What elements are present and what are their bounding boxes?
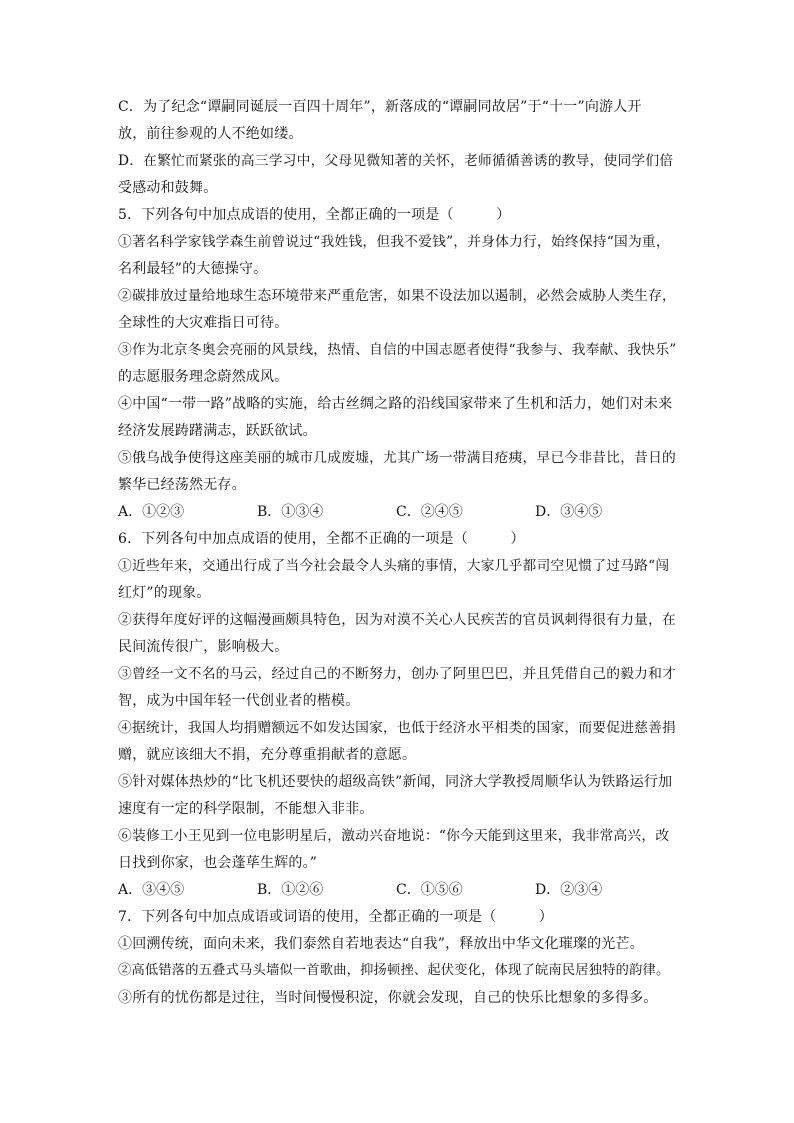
q6-item-5-line-2: 速度有一定的科学限制，不能想入非非。: [118, 801, 374, 817]
q6-item-5-line-1: ⑤针对媒体热炒的“比飞机还要快的超级高铁”新闻，同济大学教授周顺华认为铁路运行加: [118, 774, 673, 790]
q6-option-b: B．①②⑥: [257, 882, 324, 898]
q4-option-d-line-2: 受感动和鼓舞。: [118, 180, 218, 196]
question-6-stem: 6．下列各句中加点成语的使用，全都不正确的一项是（ ）: [118, 531, 525, 547]
question-7-stem: 7．下列各句中加点成语或词语的使用，全都正确的一项是（ ）: [118, 909, 554, 925]
q6-item-3-line-1: ③曾经一文不名的马云，经过自己的不断努力，创办了阿里巴巴，并且凭借自己的毅力和才: [118, 666, 677, 682]
q5-item-1-line-2: 名利最轻”的大德操守。: [118, 261, 268, 277]
q5-item-3-line-2: 的志愿服务理念蔚然成风。: [118, 369, 289, 385]
q6-option-d: D．②③④: [535, 882, 603, 898]
q4-option-d-line-1: D．在繁忙而紧张的高三学习中，父母见微知著的关怀，老师循循善诱的教导，使同学们倍: [118, 153, 674, 169]
q6-item-4-line-1: ④据统计，我国人均捐赠额远不如发达国家，也低于经济水平相类的国家，而要促进慈善捐: [118, 720, 677, 736]
q6-item-6-line-2: 日找到你家，也会蓬荜生辉的。”: [118, 855, 318, 871]
q7-item-3: ③所有的忧伤都是过往，当时间慢慢积淀，你就会发现，自己的快乐比想象的多得多。: [118, 990, 658, 1006]
q5-answer-options: [118, 503, 678, 521]
q4-option-c-line-2: 放，前往参观的人不绝如缕。: [118, 126, 303, 142]
q5-item-4-line-1: ④中国“一带一路”战略的实施，给古丝绸之路的沿线国家带来了生机和活力，她们对未来: [118, 396, 673, 412]
q6-item-2-line-2: 民间流传很广，影响极大。: [118, 639, 289, 655]
q5-item-5-line-1: ⑤俄乌战争使得这座美丽的城市几成废墟，尤其广场一带满目疮痍，早已今非昔比，昔日的: [118, 450, 677, 466]
q5-item-3-line-1: ③作为北京冬奥会亮丽的风景线，热情、自信的中国志愿者使得“我参与、我奉献、我快乐”: [118, 342, 677, 358]
question-5-stem: 5．下列各句中加点成语的使用，全都正确的一项是（ ）: [118, 207, 511, 223]
q6-option-c: C．①⑤⑥: [396, 882, 463, 898]
q5-option-c: C．②④⑤: [396, 504, 463, 520]
q5-option-d: D．③④⑤: [535, 504, 603, 520]
q6-item-3-line-2: 智，成为中国年轻一代创业者的楷模。: [118, 693, 360, 709]
q6-item-1-line-1: ①近些年来，交通出行成了当今社会最令人头痛的事情，大家几乎都司空见惯了过马路“闯: [118, 558, 670, 574]
q6-item-1-line-2: 红灯”的现象。: [118, 585, 211, 601]
q5-item-2-line-2: 全球性的大灾难指日可待。: [118, 315, 289, 331]
q5-option-a: A．①②③: [118, 504, 185, 520]
q5-item-1-line-1: ①著名科学家钱学森生前曾说过“我姓钱，但我不爱钱”，并身体力行，始终保持“国为重，: [118, 234, 670, 250]
q6-option-a: A．③④⑤: [118, 882, 185, 898]
q5-item-2-line-1: ②碳排放过量给地球生态环境带来严重危害，如果不设法加以遏制，必然会威胁人类生存，: [118, 288, 677, 304]
q6-answer-options: [118, 881, 678, 899]
q6-item-6-line-1: ⑥装修工小王见到一位电影明星后，激动兴奋地说：“你今天能到这里来，我非常高兴，改: [118, 828, 670, 844]
q6-item-2-line-1: ②获得年度好评的这幅漫画颇具特色，因为对漠不关心人民疾苦的官员讽刺得很有力量，在: [118, 612, 677, 628]
q6-item-4-line-2: 赠，就应该细大不捐，充分尊重捐献者的意愿。: [118, 747, 417, 763]
q5-item-5-line-2: 繁华已经荡然无存。: [118, 477, 246, 493]
q7-item-1: ①回溯传统，面向未来，我们泰然自若地表达“自我”，释放出中华文化璀璨的光芒。: [118, 936, 644, 952]
q5-option-b: B．①③④: [257, 504, 324, 520]
q5-item-4-line-2: 经济发展踌躇满志，跃跃欲试。: [118, 423, 317, 439]
q4-option-c-line-1: C．为了纪念“谭嗣同诞辰一百四十周年”，新落成的“谭嗣同故居”于“十一”向游人开: [118, 99, 642, 115]
q7-item-2: ②高低错落的五叠式马头墙似一首歌曲，抑扬顿挫、起伏变化，体现了皖南民居独特的韵律。: [118, 963, 670, 978]
